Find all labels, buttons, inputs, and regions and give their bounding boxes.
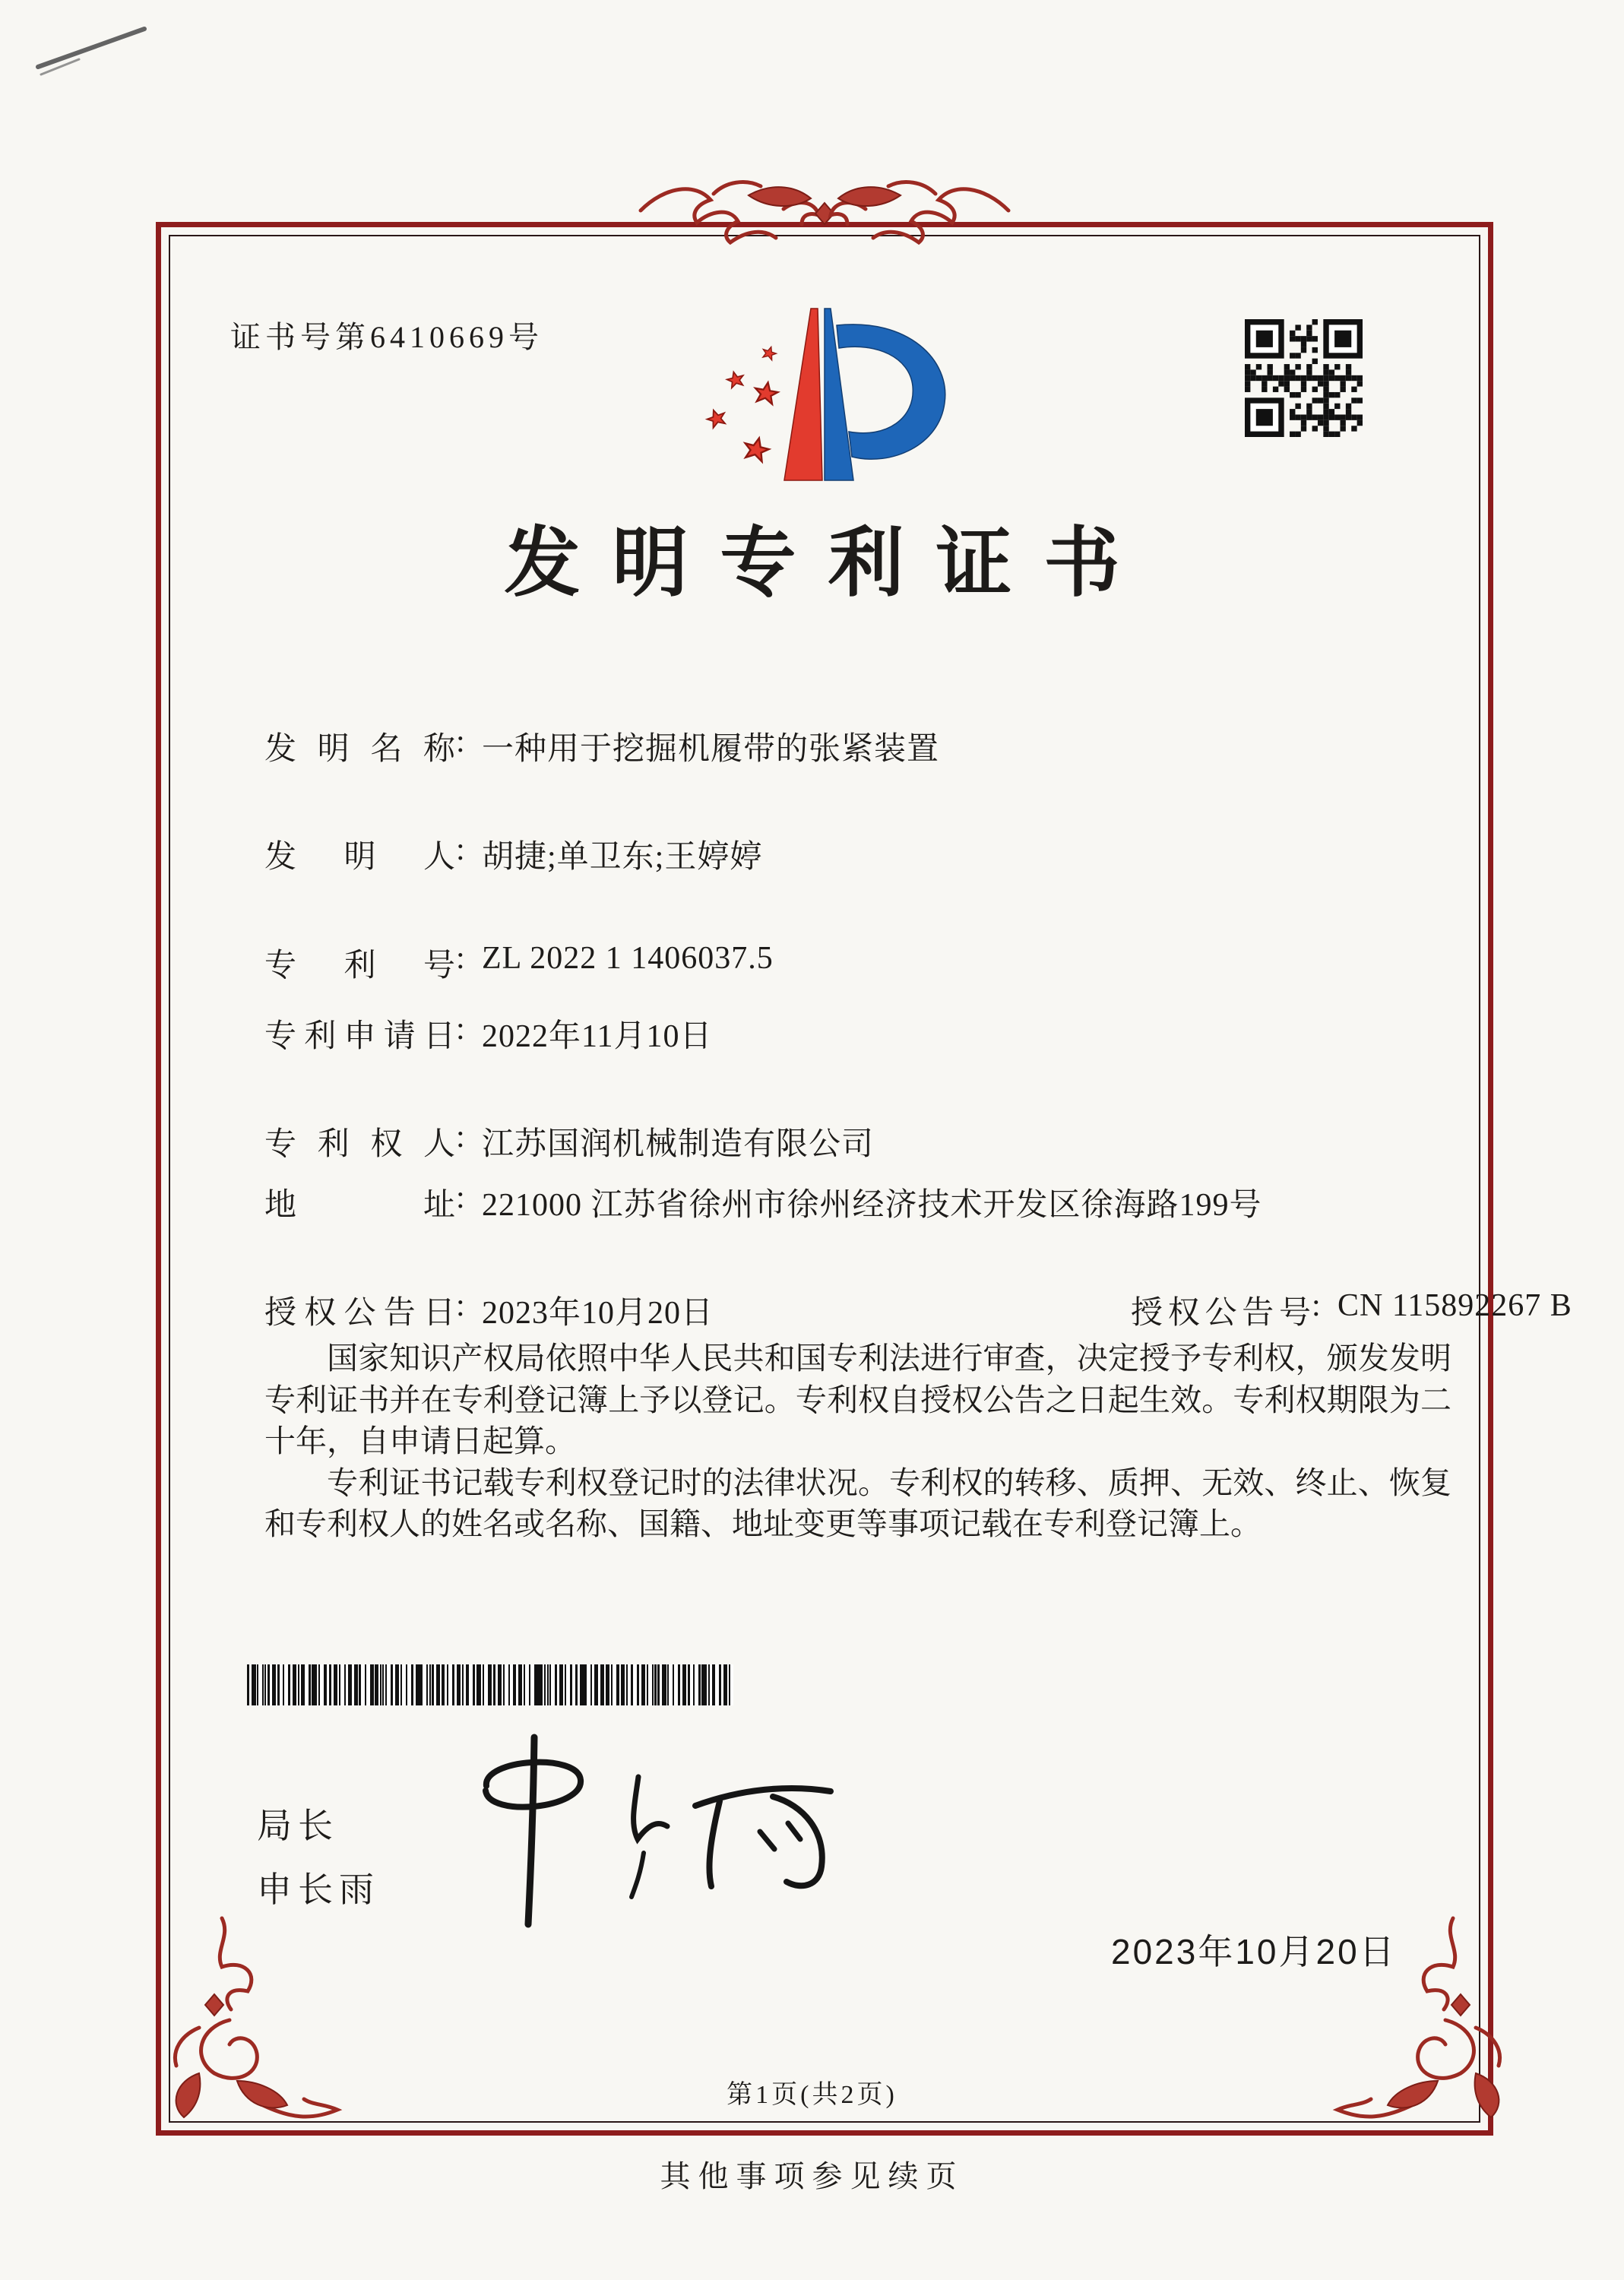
continuation-note: 其他事项参见续页	[660, 2159, 964, 2193]
grant-number-pair	[1131, 1287, 1572, 1333]
field-row-filing-date	[264, 1011, 712, 1056]
legal-text	[264, 1338, 1451, 1545]
field-label: 专利申请日	[264, 1019, 456, 1054]
field-row-patentee	[264, 1119, 874, 1164]
grant-date-label: 授权公告日	[264, 1296, 456, 1331]
field-colon: :	[456, 1288, 466, 1323]
grant-number-label: 授权公告号	[1131, 1296, 1312, 1331]
certificate-number: 证书号第6410669号	[230, 320, 543, 354]
field-label: 发明人	[264, 840, 456, 875]
page-indicator: 第1页(共2页)	[727, 2081, 897, 2109]
field-value: ZL 2022 1 1406037.5	[482, 941, 774, 976]
field-row-patent-number	[264, 940, 774, 986]
field-label: 发明名称	[264, 732, 456, 767]
grant-date-value: 2023年10月20日	[482, 1296, 714, 1331]
field-value: 江苏国润机械制造有限公司	[482, 1127, 875, 1162]
field-value: 一种用于挖掘机履带的张紧装置	[482, 732, 940, 767]
issue-date: 2023年10月20日	[1111, 1932, 1397, 1971]
legal-paragraph-2: 专利证书记载专利权登记时的法律状况。专利权的转移、质押、无效、终止、恢复和专利权人的姓名或名称、国籍、地址变更等事项记载在专利登记簿上。	[264, 1465, 1451, 1542]
field-row-invention-name	[264, 724, 939, 769]
field-colon: :	[456, 832, 466, 867]
field-row-grant	[264, 1287, 1572, 1333]
field-colon: :	[456, 724, 466, 759]
field-colon: :	[456, 1012, 466, 1047]
field-colon: :	[1312, 1288, 1322, 1323]
field-label: 专利权人	[264, 1127, 456, 1162]
field-label: 专利号	[264, 948, 456, 983]
field-value: 221000 江苏省徐州市徐州经济技术开发区徐海路199号	[482, 1188, 1262, 1223]
signer-title: 局长	[257, 1806, 339, 1845]
top-border-ornament-icon	[635, 163, 1015, 258]
qr-code-icon	[1245, 319, 1363, 437]
grant-number-value: CN 115892267 B	[1338, 1288, 1572, 1323]
signature-shen-changyu-icon	[445, 1733, 859, 1934]
bottom-left-ornament-icon	[108, 1914, 359, 2157]
field-value: 2022年11月10日	[482, 1019, 713, 1054]
signer-name: 申长雨	[257, 1870, 380, 1909]
field-colon: :	[456, 1180, 466, 1215]
field-row-inventors	[264, 831, 762, 877]
pen-scribble-icon	[29, 17, 173, 89]
barcode-icon	[247, 1664, 733, 1705]
field-colon: :	[456, 941, 466, 976]
cnipa-patent-logo-icon	[695, 304, 946, 494]
certificate-title: 发明专利证书	[504, 521, 1152, 606]
legal-paragraph-1: 国家知识产权局依照中华人民共和国专利法进行审查，决定授予专利权，颁发发明专利证书并在专利登记簿上予以登记。专利权自授权公告之日起生效。专利权期限为二十年，自申请日起算。	[264, 1341, 1451, 1459]
field-label: 地址	[264, 1188, 456, 1223]
field-colon: :	[456, 1119, 466, 1154]
field-row-address	[264, 1180, 1262, 1225]
field-value: 胡捷;单卫东;王婷婷	[482, 840, 763, 875]
